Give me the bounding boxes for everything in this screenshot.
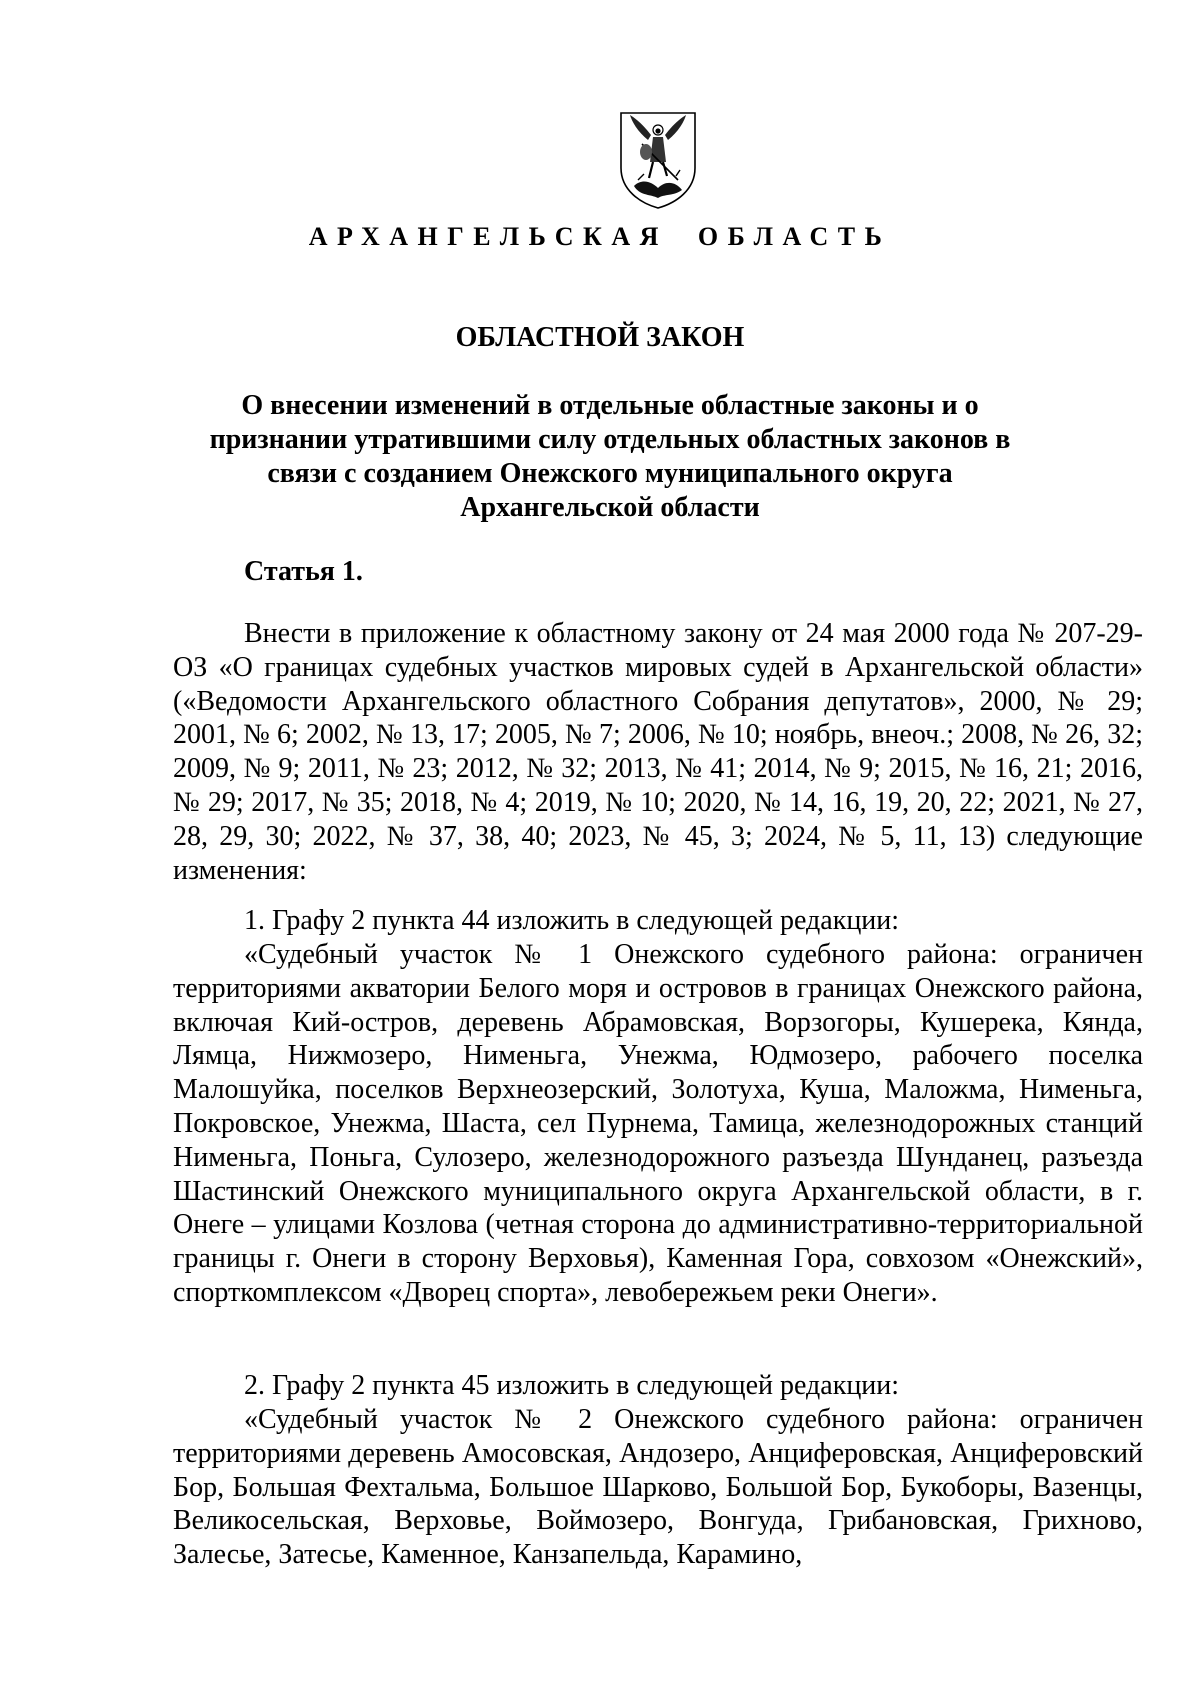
- amendment-item-2-lead: 2. Графу 2 пункта 45 изложить в следующей редакции:: [244, 1370, 900, 1401]
- amendment-item-1-lead: 1. Графу 2 пункта 44 изложить в следующей редакции:: [244, 905, 900, 936]
- region-name: АРХАНГЕЛЬСКАЯ ОБЛАСТЬ: [308, 222, 892, 251]
- law-title: О внесении изменений в отдельные областные законы и о признании утратившими силу отдельных областных законов в связи с созданием Онежского муниципального округа Архангельской области: [209, 390, 1011, 523]
- amendment-item-1-text: «Судебный участок № 1 Онежского судебного района: ограничен территориями акватории Белого моря и островов в границах Онежского района, включая Кий-остров, деревень Абрамовская, Ворзогоры, Кушерека, Кянда, Лямца, Нижмозеро, Нименьга, Унежма, Юдмозеро, рабочего поселка Малошуйка, поселков Верхнеозерский, Золотуха, Куша, Маложма, Нименьга, Покровское, Унежма, Шаста, сел Пурнема, Тамица, железнодорожных станций Нименьга, Поньга, Сулозеро, железнодорожного разъезда Шунданец, разъезда Шастинский Онежского муниципального округа Архангельской области, в г. Онеге – улицами Козлова (четная сторона до административно-территориальной границы г. Онеги в сторону Верховья), Каменная Гора, совхозом «Онежский», спорткомплексом «Дворец спорта», левобережьем реки Онеги».: [173, 939, 1143, 1308]
- article-1-heading: Статья 1.: [244, 556, 363, 587]
- article-1-intro-paragraph: Внести в приложение к областному закону от 24 мая 2000 года № 207-29-ОЗ «О границах судебных участков мировых судей в Архангельской области» («Ведомости Архангельского областного Собрания депутатов», 2000, № 29; 2001, № 6; 2002, № 13, 17; 2005, № 7; 2006, № 10; ноябрь, внеоч.; 2008, № 26, 32; 2009, № 9; 2011, № 23; 2012, № 32; 2013, № 41; 2014, № 9; 2015, № 16, 21; 2016, № 29; 2017, № 35; 2018, № 4; 2019, № 10; 2020, № 14, 16, 19, 20, 22; 2021, № 27, 28, 29, 30; 2022, № 37, 38, 40; 2023, № 45, 3; 2024, № 5, 11, 13) следующие изменения:: [173, 618, 1143, 886]
- amendment-item-2-text: «Судебный участок № 2 Онежского судебного района: ограничен территориями деревень Амосовская, Андозеро, Анциферовская, Анциферовский Бор, Большая Фехтальма, Большое Шарково, Большой Бор, Букоборы, Вазенцы, Великосельская, Верховье, Воймозеро, Вонгуда, Грибановская, Грихново, Залесье, Затесье, Каменное, Канзапельда, Карамино,: [173, 1404, 1143, 1571]
- coat-of-arms-icon: [618, 110, 698, 210]
- law-type-heading: ОБЛАСТНОЙ ЗАКОН: [455, 322, 745, 353]
